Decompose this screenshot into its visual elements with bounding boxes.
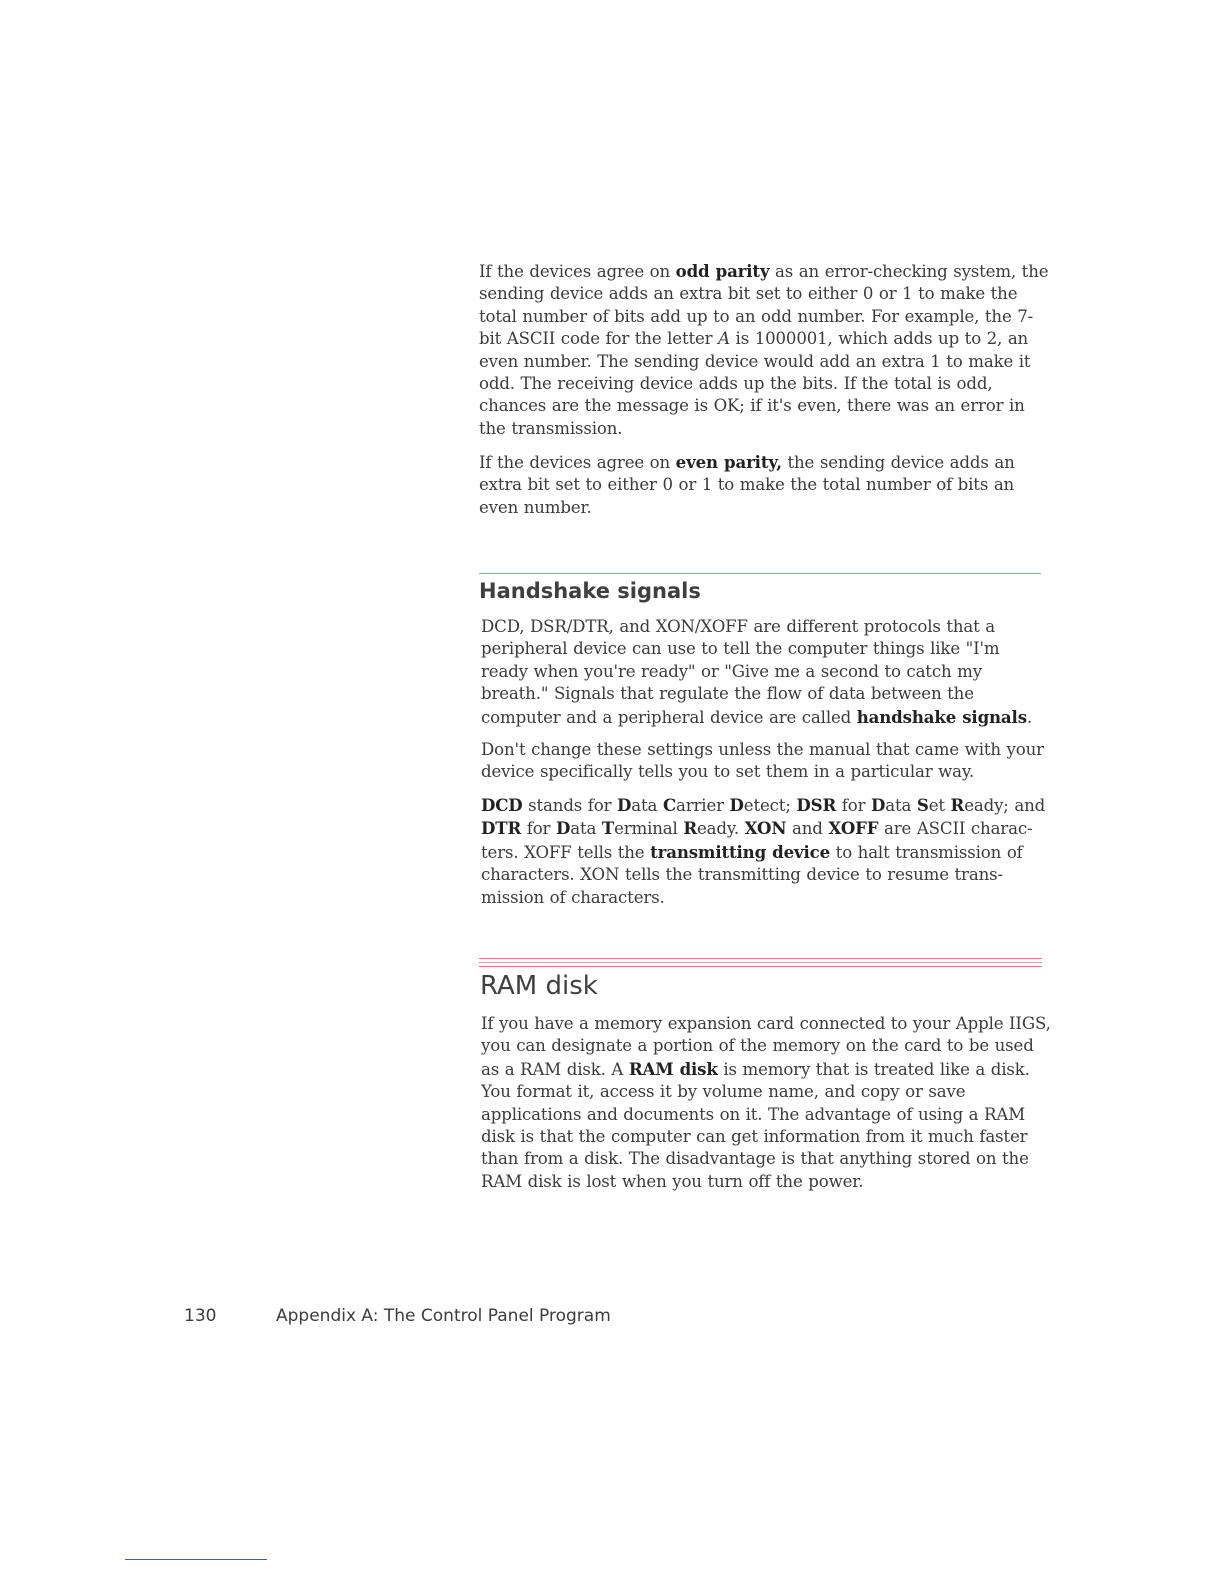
text: ata — [570, 819, 602, 839]
term-xoff: XOFF — [828, 818, 879, 839]
term-dtr: DTR — [481, 818, 522, 839]
page-number: 130 — [184, 1306, 217, 1326]
text: the sending device adds an extra bit set to either 0 or 1 to make the total number of bits an even number. — [479, 453, 1015, 517]
text: as an error-checking system, the sending device adds an extra bit set to either 0 or 1 to make the total number of bits add up to an odd number. For example, the 7-bit ASCII code for the letter — [479, 262, 1049, 349]
term-dcd: DCD — [481, 795, 523, 815]
ram-disk-paragraph — [481, 1013, 1051, 1193]
text: for — [521, 819, 556, 839]
text: If you have a memory expansion card connected to your Apple IIGS, you can designate a portion of the memory on the card to be used as a RAM disk. A — [481, 1014, 1051, 1079]
text: are ASCII charac-ters. XOFF tells the — [481, 819, 1033, 862]
running-title: Appendix A: The Control Panel Program — [276, 1306, 611, 1326]
term-ram-disk: RAM disk — [628, 1058, 718, 1079]
text: eady. — [696, 819, 745, 839]
text: DCD, DSR/DTR, and XON/XOFF are different protocols that a peripheral device can use to tell the computer things like "I'm ready when you're ready" or "Give me a second to catch my breath." Signals that regulate the flow of data between the computer and a peripheral device are called — [481, 617, 1000, 727]
text: ata — [631, 796, 663, 815]
term-odd-parity: odd parity — [675, 261, 770, 281]
term-transmitting-device: transmitting device — [650, 841, 831, 862]
text: is 1000001, which adds up to 2, an even number. The sending device would add an extra 1 to make it odd. The receiving device adds up the bits. If the total is odd, chances are the message is OK; if it's even, there was an error in the transmission. — [479, 329, 1031, 438]
term-dsr: DSR — [796, 795, 837, 815]
handshake-paragraph-3 — [481, 794, 1051, 909]
text: . — [1026, 707, 1033, 727]
text: If the devices agree on — [479, 453, 676, 472]
letter-a: A — [718, 329, 730, 349]
odd-parity-paragraph — [479, 260, 1049, 440]
section-divider — [479, 573, 1041, 574]
handshake-heading: Handshake signals — [479, 579, 701, 603]
text: eady; and — [964, 796, 1046, 815]
letter: R — [683, 818, 697, 839]
term-even-parity: even parity, — [675, 452, 782, 472]
chapter-divider — [479, 958, 1042, 970]
letter: C — [662, 795, 676, 815]
text: to halt transmission of characters. XON tells the transmitting device to resume trans-mission of characters. — [481, 842, 1023, 907]
letter: D — [617, 795, 632, 815]
handshake-paragraph-2: Don't change these settings unless the manual that came with your device specifically tells you to set them in a particular way. — [481, 740, 1044, 782]
text: erminal — [614, 819, 684, 839]
ram-disk-heading: RAM disk — [480, 971, 598, 1001]
text: If the devices agree on — [479, 262, 676, 281]
text: arrier — [676, 796, 730, 815]
term-xon: XON — [744, 818, 787, 839]
text: ata — [885, 796, 917, 815]
text: stands for — [522, 796, 618, 815]
scan-edge-line — [125, 1559, 267, 1560]
text: is memory that is treated like a disk. You format it, access it by volume name, and copy or save applications and documents on it. The advantage of using a RAM disk is that the computer can get information from it much faster than from a disk. The disadvantage is that anything stored on the RAM disk is lost when you turn off the power. — [481, 1059, 1030, 1191]
text: etect; — [743, 796, 797, 815]
text: for — [836, 796, 871, 815]
even-parity-paragraph — [479, 451, 1049, 519]
text: and — [786, 819, 829, 839]
letter: T — [601, 818, 615, 839]
letter: R — [950, 795, 965, 815]
handshake-paragraph-1 — [481, 616, 1051, 729]
letter: D — [870, 795, 886, 815]
term-handshake-signals: handshake signals — [856, 706, 1027, 727]
letter: D — [729, 795, 744, 815]
letter: D — [555, 818, 571, 839]
letter: S — [916, 795, 929, 815]
text: et — [928, 796, 951, 815]
